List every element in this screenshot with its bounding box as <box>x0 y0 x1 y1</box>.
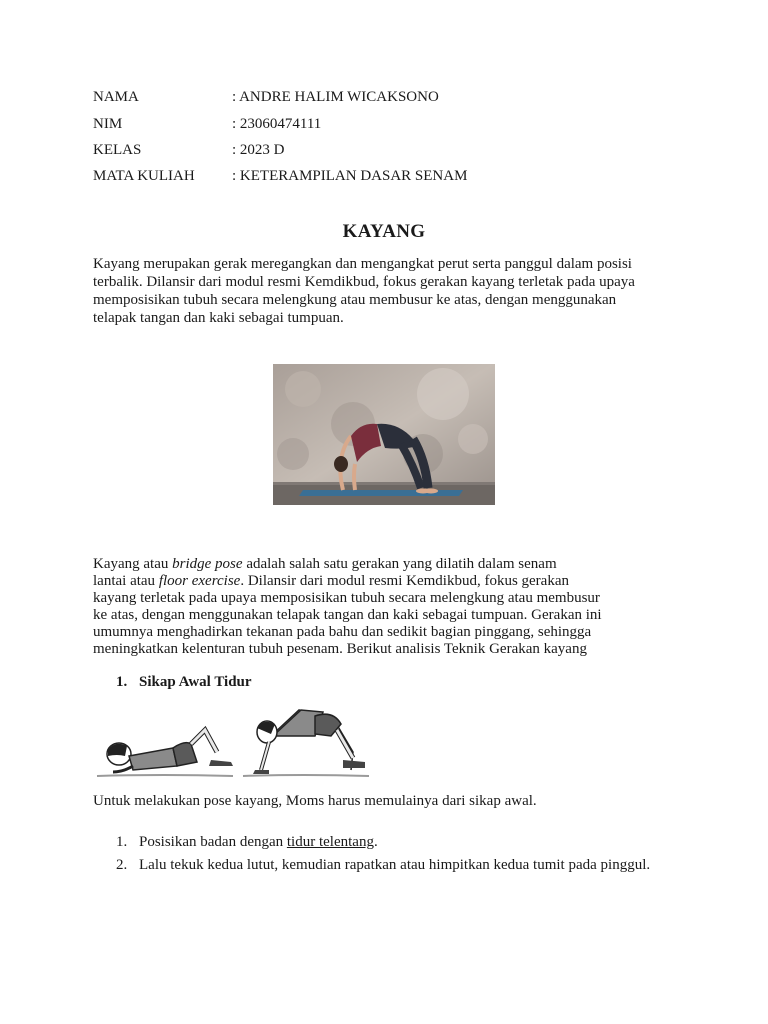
body-paragraph <box>93 556 668 658</box>
info-value: : 2023 D <box>232 142 285 158</box>
kayang-photo <box>273 364 495 505</box>
text-run: Lalu tekuk kedua lutut, kemudian rapatkan atau himpitkan kedua tumit pada pinggul. <box>139 857 651 873</box>
text-line: umumnya menghadirkan tekanan pada bahu dan sedikit bagian pinggang, sehingga <box>93 624 592 640</box>
text-line: ke atas, dengan menggunakan telapak tangan dan kaki sebagai tumpuan. Gerakan ini <box>93 607 602 623</box>
text-run: Posisikan badan dengan <box>139 834 287 850</box>
page-title: KAYANG <box>342 221 426 242</box>
info-value: : 23060474111 <box>232 116 322 132</box>
text-run: lantai atau <box>93 573 159 589</box>
text-run: adalah salah satu gerakan yang dilatih dalam senam <box>242 556 557 572</box>
text-line: Kayang merupakan gerak meregangkan dan mengangkat perut serta panggul dalam posisi <box>93 256 632 272</box>
section-title: Sikap Awal Tidur <box>139 674 252 690</box>
italic-term: bridge pose <box>172 556 243 572</box>
text-line: memposisikan tubuh secara melengkung atau membusur ke atas, dengan menggunakan <box>93 292 617 308</box>
text-line: meningkatkan kelenturan tubuh pesenam. Berikut analisis Teknik Gerakan kayang <box>93 641 587 657</box>
text-line: terbalik. Dilansir dari modul resmi Kemdikbud, fokus gerakan kayang terletak pada upaya <box>93 274 635 290</box>
text-run: Kayang atau <box>93 556 173 572</box>
info-label: KELAS <box>93 142 142 158</box>
underlined-term: tidur telentang <box>286 834 374 850</box>
steps-list <box>116 831 676 877</box>
info-value: : ANDRE HALIM WICAKSONO <box>232 89 439 105</box>
starting-position-illustration <box>93 696 373 780</box>
info-label: MATA KULIAH <box>93 168 195 184</box>
list-number: 1. <box>116 834 128 850</box>
info-label: NAMA <box>93 89 139 105</box>
list-item <box>116 854 676 877</box>
section-number: 1. <box>116 674 128 690</box>
text-line <box>93 556 668 573</box>
text-line: telapak tangan dan kaki sebagai tumpuan. <box>93 310 344 326</box>
intro-paragraph <box>93 255 663 327</box>
info-label: NIM <box>93 116 123 132</box>
info-value: : KETERAMPILAN DASAR SENAM <box>232 168 468 184</box>
list-number: 2. <box>116 857 128 873</box>
lead-text: Untuk melakukan pose kayang, Moms harus memulainya dari sikap awal. <box>93 793 537 809</box>
text-run: . <box>373 834 378 850</box>
text-run: . Dilansir dari modul resmi Kemdikbud, fokus gerakan <box>240 573 569 589</box>
text-line: kayang terletak pada upaya memposisikan tubuh secara melengkung atau membusur <box>93 590 600 606</box>
text-line <box>93 573 668 590</box>
list-item <box>116 831 676 854</box>
italic-term: floor exercise <box>158 573 241 589</box>
